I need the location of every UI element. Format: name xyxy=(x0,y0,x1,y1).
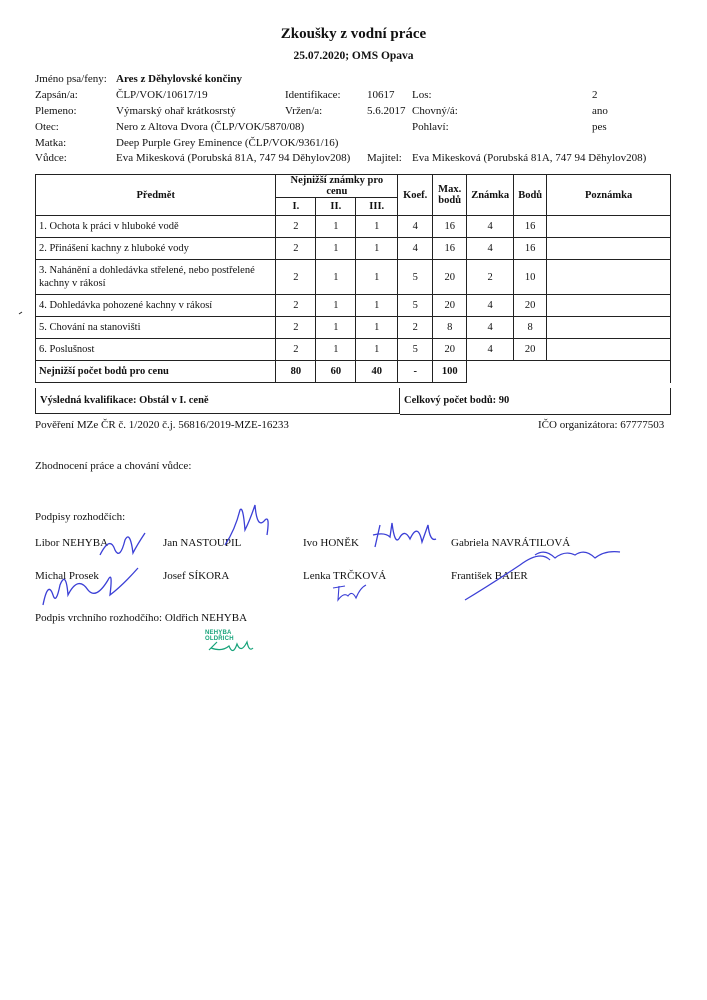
row-note xyxy=(547,238,671,260)
signature-lenka-trckova xyxy=(330,580,370,605)
dog-name: Ares z Děhylovské končiny xyxy=(116,73,242,85)
row-points: 16 xyxy=(514,238,547,260)
row-max: 20 xyxy=(433,339,467,361)
header-prize-2: II. xyxy=(316,198,356,216)
signature-ivo-honek xyxy=(370,517,440,552)
header-mark: Známka xyxy=(467,175,514,216)
row-max: 20 xyxy=(433,260,467,295)
row-max: 20 xyxy=(433,295,467,317)
header-max: Max. bodů xyxy=(433,175,467,216)
row-subject: 6. Poslušnost xyxy=(36,339,276,361)
breeder-label: Chovný/á: xyxy=(412,105,458,117)
row-points: 8 xyxy=(514,317,547,339)
judge-name: František BAIER xyxy=(451,570,528,582)
row-max: 16 xyxy=(433,238,467,260)
row-p2: 1 xyxy=(316,317,356,339)
row-coef: 4 xyxy=(398,216,433,238)
father-label: Otec: xyxy=(35,121,59,133)
chief-judge-stamp xyxy=(205,630,255,660)
table-row xyxy=(36,317,671,339)
stray-mark xyxy=(18,310,24,316)
row-p1: 2 xyxy=(276,339,316,361)
result-bottom-line xyxy=(400,414,671,415)
judge-name: Ivo HONĚK xyxy=(303,537,359,549)
row-coef: 5 xyxy=(398,260,433,295)
table-row xyxy=(36,216,671,238)
header-prize-3: III. xyxy=(356,198,398,216)
total-label: Nejnižší počet bodů pro cenu xyxy=(36,361,276,383)
total-max: 100 xyxy=(433,361,467,383)
row-coef: 5 xyxy=(398,339,433,361)
row-points: 10 xyxy=(514,260,547,295)
signature-jan-nastoupil xyxy=(215,500,275,550)
judge-name: Michal Prosek xyxy=(35,570,99,582)
row-subject: 3. Nahánění a dohledávka střelené, nebo postřelené kachny v rákosí xyxy=(36,260,276,295)
total-p2: 60 xyxy=(316,361,356,383)
row-coef: 5 xyxy=(398,295,433,317)
row-max: 8 xyxy=(433,317,467,339)
judge-name: Lenka TRČKOVÁ xyxy=(303,570,387,582)
row-note xyxy=(547,317,671,339)
registered-label: Zapsán/a: xyxy=(35,89,78,101)
row-p3: 1 xyxy=(356,317,398,339)
header-coef: Koef. xyxy=(398,175,433,216)
row-p3: 1 xyxy=(356,295,398,317)
row-note xyxy=(547,216,671,238)
table-row xyxy=(36,238,671,260)
evaluation-label: Zhodnocení práce a chování vůdce: xyxy=(35,460,192,472)
row-p1: 2 xyxy=(276,295,316,317)
row-p3: 1 xyxy=(356,216,398,238)
lot-value: 2 xyxy=(592,89,598,101)
total-coef: - xyxy=(398,361,433,383)
name-label: Jméno psa/feny: xyxy=(35,73,107,85)
row-mark: 2 xyxy=(467,260,514,295)
judge-name: Josef SÍKORA xyxy=(163,570,230,582)
qualification: Výsledná kvalifikace: Obstál v I. ceně xyxy=(35,388,400,414)
row-note xyxy=(547,295,671,317)
header-points: Bodů xyxy=(514,175,547,216)
born-label: Vržen/a: xyxy=(285,105,323,117)
lot-label: Los: xyxy=(412,89,432,101)
judge-name: Libor NEHYBA xyxy=(35,537,109,549)
row-p2: 1 xyxy=(316,216,356,238)
total-p1: 80 xyxy=(276,361,316,383)
row-subject: 2. Přinášení kachny z hluboké vody xyxy=(36,238,276,260)
row-p3: 1 xyxy=(356,339,398,361)
breeder-value: ano xyxy=(592,105,608,117)
breed-value: Výmarský ohař krátkosrstý xyxy=(116,105,236,117)
result-row xyxy=(35,388,671,415)
row-note xyxy=(547,339,671,361)
row-points: 20 xyxy=(514,295,547,317)
row-p2: 1 xyxy=(316,295,356,317)
mother-label: Matka: xyxy=(35,137,67,149)
total-points: Celkový počet bodů: 90 xyxy=(400,388,671,414)
authorization: Pověření MZe ČR č. 1/2020 č.j. 56816/2019-MZE-16233 xyxy=(35,419,289,431)
sex-value: pes xyxy=(592,121,607,133)
total-empty xyxy=(467,361,671,383)
chief-judge-label: Podpis vrchního rozhodčího: Oldřich NEHYBA xyxy=(35,612,248,624)
owner-label: Majitel: xyxy=(367,152,402,164)
row-p3: 1 xyxy=(356,260,398,295)
page-subtitle: 25.07.2020; OMS Opava xyxy=(293,50,414,62)
row-p1: 2 xyxy=(276,238,316,260)
ident-value: 10617 xyxy=(367,89,395,101)
row-mark: 4 xyxy=(467,317,514,339)
row-points: 16 xyxy=(514,216,547,238)
breed-label: Plemeno: xyxy=(35,105,77,117)
stamp-text: NEHYBA OLDŘICH xyxy=(205,630,234,642)
row-mark: 4 xyxy=(467,339,514,361)
row-points: 20 xyxy=(514,339,547,361)
born-value: 5.6.2017 xyxy=(367,105,406,117)
header-subject: Předmět xyxy=(36,175,276,216)
total-p3: 40 xyxy=(356,361,398,383)
row-p2: 1 xyxy=(316,238,356,260)
signature-michal-prosek xyxy=(38,560,148,612)
row-p2: 1 xyxy=(316,339,356,361)
row-p1: 2 xyxy=(276,317,316,339)
total-row xyxy=(36,361,671,383)
page-title: Zkoušky z vodní práce xyxy=(280,26,427,42)
handler-value: Eva Mikesková (Porubská 81A, 747 94 Děhylov208) xyxy=(116,152,351,164)
row-p3: 1 xyxy=(356,238,398,260)
row-max: 16 xyxy=(433,216,467,238)
row-p1: 2 xyxy=(276,260,316,295)
ident-label: Identifikace: xyxy=(285,89,341,101)
father-value: Nero z Altova Dvora (ČLP/VOK/5870/08) xyxy=(116,121,305,133)
row-p2: 1 xyxy=(316,260,356,295)
row-mark: 4 xyxy=(467,238,514,260)
table-row xyxy=(36,295,671,317)
judge-name: Jan NASTOUPIL xyxy=(163,537,242,549)
mother-value: Deep Purple Grey Eminence (ČLP/VOK/9361/16) xyxy=(116,137,339,149)
table-row xyxy=(36,260,671,295)
registered-value: ČLP/VOK/10617/19 xyxy=(116,89,208,101)
signature-libor-nehyba xyxy=(95,525,155,565)
row-subject: 1. Ochota k práci v hluboké vodě xyxy=(36,216,276,238)
handler-label: Vůdce: xyxy=(35,152,67,164)
ico: IČO organizátora: 67777503 xyxy=(538,419,665,431)
signature-oldrich-nehyba xyxy=(207,638,255,660)
row-mark: 4 xyxy=(467,216,514,238)
header-prize-1: I. xyxy=(276,198,316,216)
row-note xyxy=(547,260,671,295)
row-subject: 5. Chování na stanovišti xyxy=(36,317,276,339)
signature-gabriela-navratilova xyxy=(460,540,640,605)
header-lowest-marks: Nejnižší známky pro cenu xyxy=(276,175,398,198)
sex-label: Pohlaví: xyxy=(412,121,449,133)
row-coef: 4 xyxy=(398,238,433,260)
judges-label: Podpisy rozhodčích: xyxy=(35,511,126,523)
table-row xyxy=(36,339,671,361)
row-coef: 2 xyxy=(398,317,433,339)
row-subject: 4. Dohledávka pohozené kachny v rákosí xyxy=(36,295,276,317)
header-note: Poznámka xyxy=(547,175,671,216)
judge-name: Gabriela NAVRÁTILOVÁ xyxy=(451,537,571,549)
owner-value: Eva Mikesková (Porubská 81A, 747 94 Děhylov208) xyxy=(412,152,647,164)
row-mark: 4 xyxy=(467,295,514,317)
results-table xyxy=(35,174,671,383)
row-p1: 2 xyxy=(276,216,316,238)
